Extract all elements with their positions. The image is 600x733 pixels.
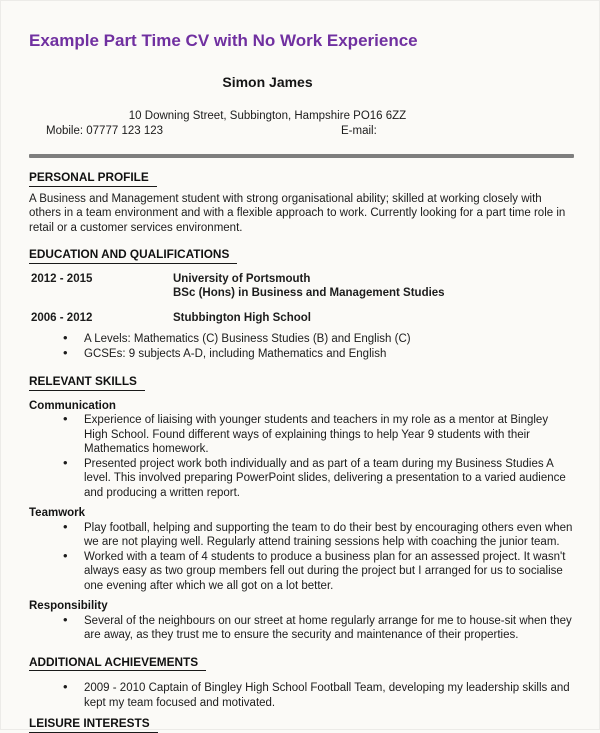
bullet-item: • Presented project work both individually and as part of a team during my Business Studies A level. This involved preparing PowerPoint slides, delivering a presentation to a varied audience and producing a written report. — [29, 457, 574, 501]
section-personal-profile — [29, 170, 574, 187]
communication-bullet-list — [29, 413, 574, 500]
bullet-item: • A Levels: Mathematics (C) Business Studies (B) and English (C) — [29, 332, 574, 347]
bullet-item: • Experience of liaising with younger students and teachers in my role as a mentor at Bingley High School. Found different ways of explaining things to help Year 9 students with their Mathematics homework. — [29, 413, 574, 457]
education-institution-name: University of Portsmouth — [173, 272, 311, 285]
section-relevant-skills — [29, 374, 574, 391]
section-education — [29, 247, 574, 264]
bullet-item: • 2009 - 2010 Captain of Bingley High School Football Team, developing my leadership skills and kept my team focused and motivated. — [29, 681, 574, 710]
section-additional-achievements — [29, 655, 574, 672]
education-institution-name: Stubbington High School — [173, 311, 311, 324]
cv-page — [29, 31, 574, 733]
skill-group-teamwork: Teamwork — [29, 507, 86, 519]
email-label: E-mail: — [341, 124, 377, 137]
education-entry — [31, 272, 574, 301]
responsibility-bullet-list — [29, 614, 574, 643]
personal-profile-heading: PERSONAL PROFILE — [29, 170, 157, 187]
address-line: 10 Downing Street, Subbington, Hampshire PO16 6ZZ — [128, 110, 407, 122]
education-entry — [31, 311, 574, 326]
section-leisure-interests — [29, 716, 574, 733]
personal-profile-text: A Business and Management student with strong organisational ability; skilled at working closely with others in a team environment and with a flexible approach to work. Currently looking for a part time role in retail or a customer services environment. — [29, 192, 566, 234]
horizontal-divider — [29, 154, 574, 158]
education-bullet-list — [29, 332, 574, 361]
teamwork-bullet-list — [29, 521, 574, 594]
additional-achievements-heading: ADDITIONAL ACHIEVEMENTS — [29, 655, 206, 672]
page-title: Example Part Time CV with No Work Experience — [29, 31, 418, 50]
education-heading: EDUCATION AND QUALIFICATIONS — [29, 247, 237, 264]
person-name: Simon James — [222, 74, 313, 90]
bullet-item: • GCSEs: 9 subjects A-D, including Mathematics and English — [29, 347, 574, 362]
bullet-item: • Play football, helping and supporting the team to do their best by encouraging others even when we are not playing well. Regularly attend training sessions help with coaching the junior team. — [29, 521, 574, 550]
education-degree: BSc (Hons) in Business and Management Studies — [173, 287, 445, 299]
leisure-interests-heading: LEISURE INTERESTS — [29, 716, 158, 733]
bullet-item: • Worked with a team of 4 students to produce a business plan for an assessed project. It wasn't always easy as two group members fell out during the project but I arranged for us to socialise one evening after which we all got on a lot better. — [29, 550, 574, 594]
relevant-skills-heading: RELEVANT SKILLS — [29, 374, 145, 391]
skill-group-communication: Communication — [29, 399, 116, 412]
achievements-bullet-list — [29, 681, 574, 710]
education-institution — [173, 272, 445, 301]
education-institution — [173, 311, 311, 326]
education-dates: 2012 - 2015 — [31, 272, 93, 285]
education-dates: 2006 - 2012 — [31, 311, 93, 324]
skill-group-responsibility: Responsibility — [29, 600, 108, 612]
bullet-item: • Several of the neighbours on our street at home regularly arrange for me to house-sit when they are away, as they trust me to ensure the security and maintenance of their properties. — [29, 614, 574, 643]
contact-row — [29, 124, 574, 139]
mobile-number: Mobile: 07777 123 123 — [46, 124, 164, 137]
